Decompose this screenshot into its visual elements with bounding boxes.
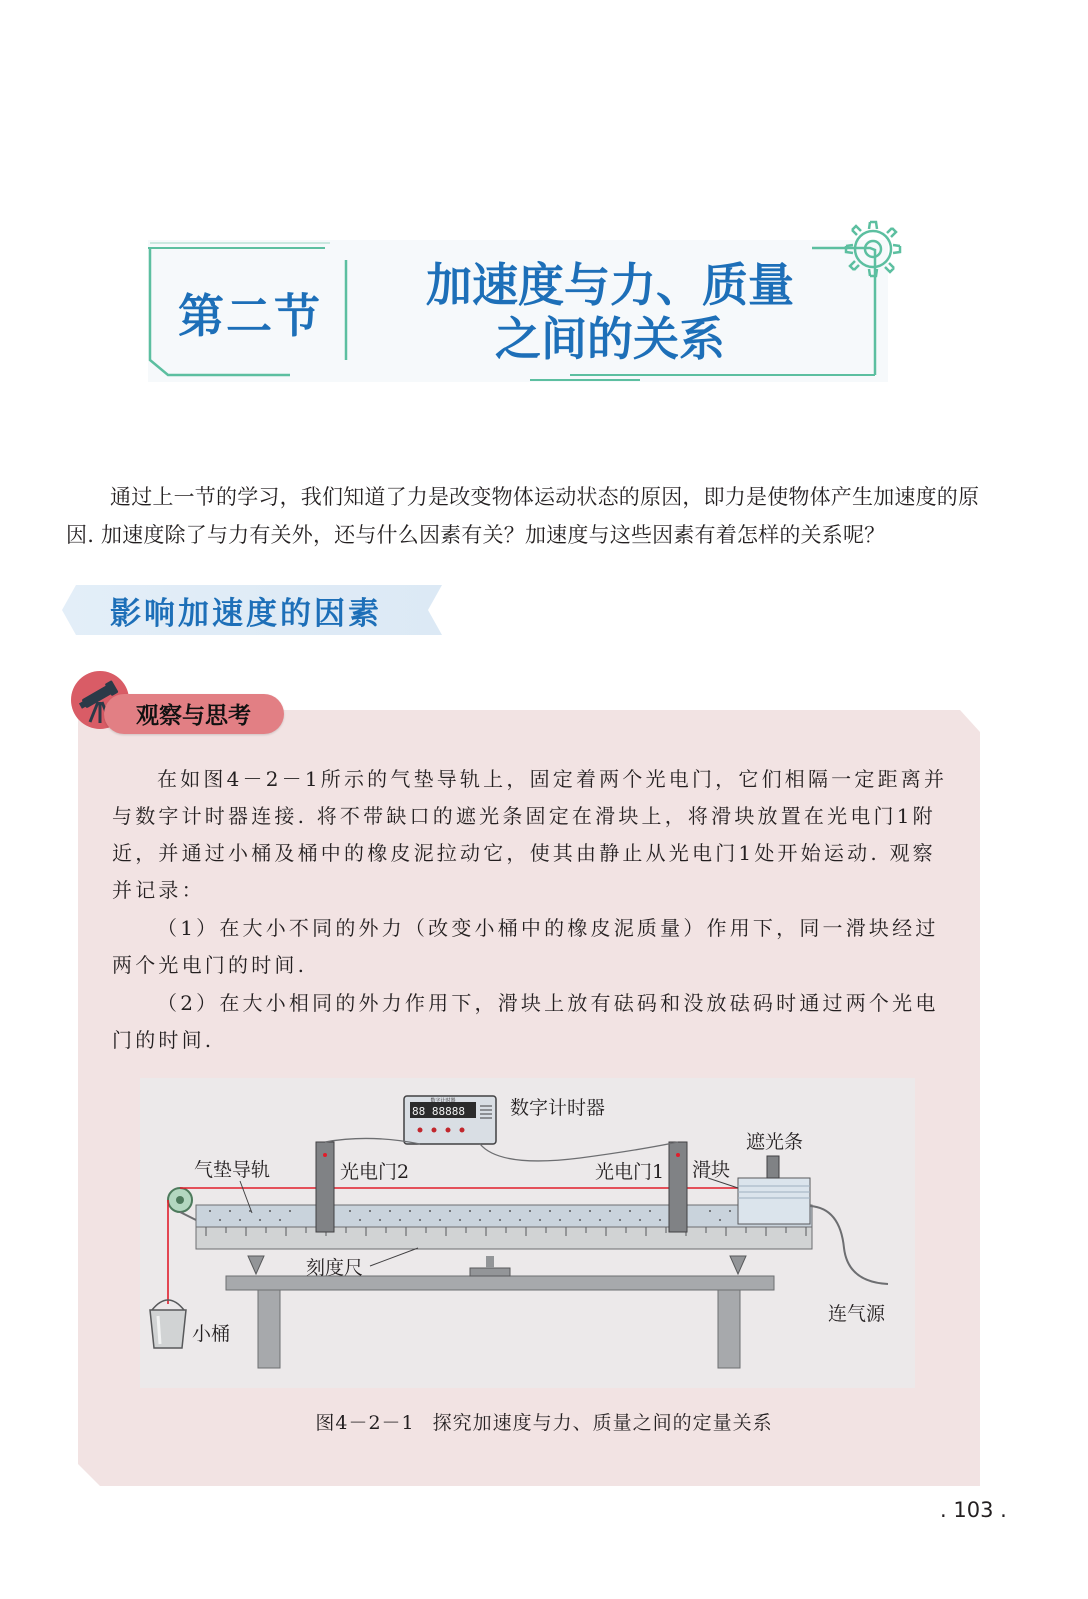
- label-timer: 数字计时器: [510, 1097, 606, 1119]
- observe-badge-text: 观察与思考: [136, 703, 251, 729]
- page-number: . 103 .: [940, 1498, 1007, 1522]
- label-slider: 滑块: [692, 1159, 731, 1181]
- observe-paragraph: 在如图4－2－1所示的气垫导轨上，固定着两个光电门，它们相隔一定距离并与数字计时器连接. 将不带缺口的遮光条固定在滑块上，将滑块放置在光电门1附近，并通过小桶及桶中的橡皮泥拉动它，使其由静止从光电门1处开始运动. 观察并记录：: [112, 767, 948, 902]
- figure-caption-text: 探究加速度与力、质量之间的定量关系: [432, 1412, 773, 1434]
- section-title: [360, 258, 860, 366]
- label-scale: 刻度尺: [306, 1257, 364, 1279]
- section-title-line1: 加速度与力、质量: [426, 258, 794, 312]
- label-shade-strip: 遮光条: [746, 1131, 804, 1153]
- observe-item-1: （1）在大小不同的外力（改变小桶中的橡皮泥质量）作用下，同一滑块经过两个光电门的时间.: [112, 916, 939, 977]
- air-track-figure: [140, 1078, 915, 1388]
- label-air-track: 气垫导轨: [194, 1159, 271, 1181]
- figure-caption-number: 图4－2－1: [315, 1412, 415, 1434]
- timer-panel-title: 数字计时器: [430, 1098, 456, 1104]
- label-gate-2: 光电门2: [340, 1161, 410, 1183]
- label-gate-1: 光电门1: [595, 1161, 665, 1183]
- timer-display: 88 88888: [412, 1105, 465, 1118]
- observe-item-2: （2）在大小相同的外力作用下，滑块上放有砝码和没放砝码时通过两个光电门的时间.: [112, 991, 939, 1052]
- subheading-text: 影响加速度的因素: [110, 596, 382, 632]
- figure-caption: [0, 1408, 1088, 1435]
- label-bucket: 小桶: [192, 1323, 231, 1345]
- label-air-source: 连气源: [828, 1303, 886, 1325]
- section-number: 第二节: [178, 289, 322, 343]
- section-title-line2: 之间的关系: [495, 312, 725, 366]
- intro-paragraph: 通过上一节的学习，我们知道了力是改变物体运动状态的原因，即力是使物体产生加速度的原因. 加速度除了与力有关外，还与什么因素有关？加速度与这些因素有着怎样的关系呢？: [66, 485, 980, 547]
